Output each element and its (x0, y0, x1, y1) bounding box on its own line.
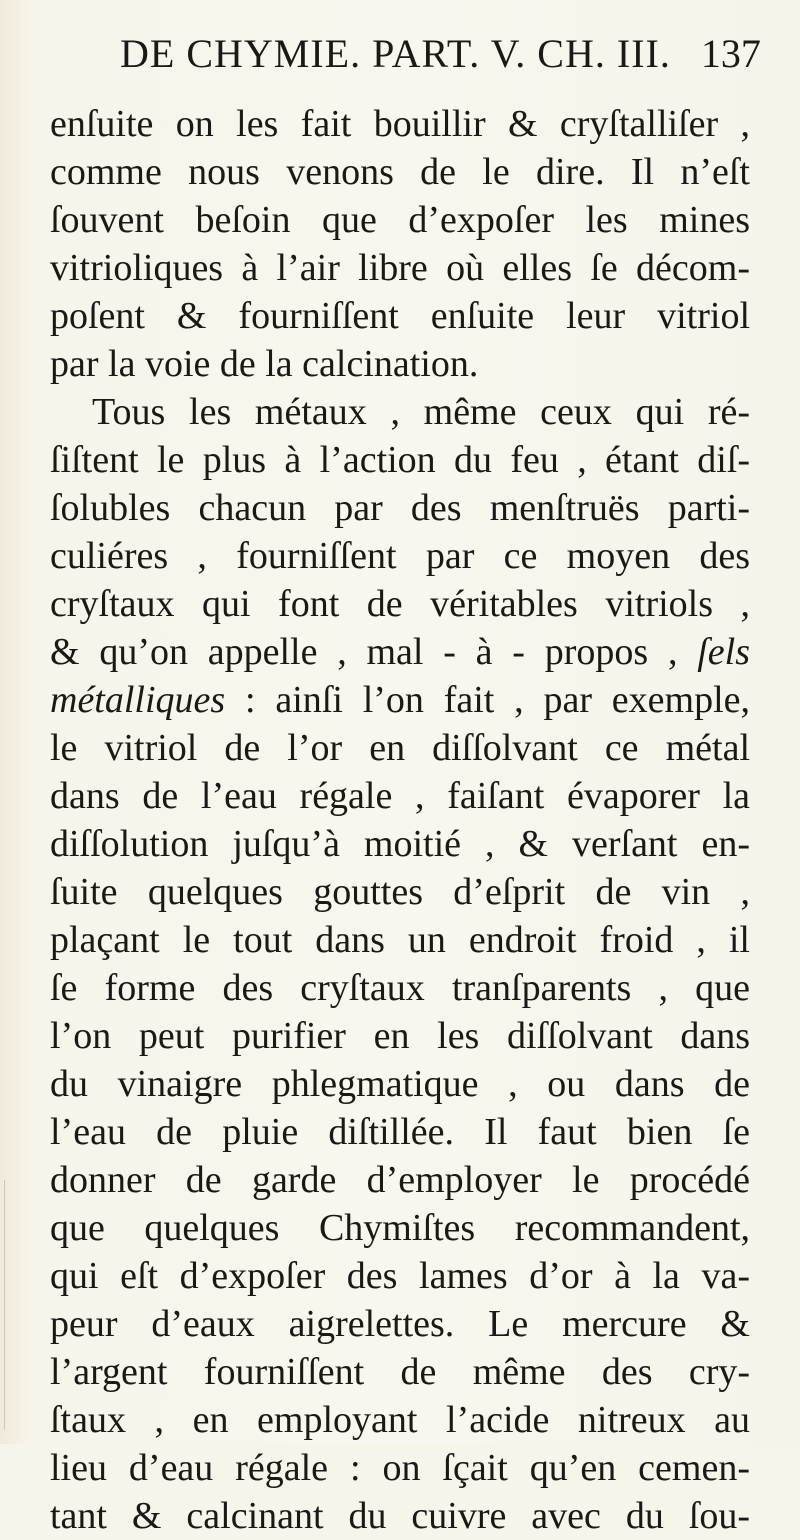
text-line-12 (50, 628, 750, 676)
text-line-15: dans de l’eau régale , faiſant évaporer la (50, 775, 750, 817)
running-head: DE CHYMIE. PART. V. CH. III. (120, 31, 671, 76)
text-line-12-roman: & qu’on appelle , mal - à - propos , (50, 631, 678, 673)
text-line-10: culiéres , fourniſſent par ce moyen des (50, 535, 750, 577)
text-line-14: le vitriol de l’or en diſſolvant ce métal (50, 727, 750, 769)
text-line-9: ſolubles chacun par des menſtruës parti- (50, 487, 750, 529)
text-line-13-roman: : ainſi l’on fait , par exemple, (225, 679, 750, 721)
page-header (120, 30, 760, 90)
text-line-5: poſent & fourniſſent enſuite leur vitriol (50, 295, 750, 337)
text-line-22: l’eau de pluie diſtillée. Il faut bien ſe (50, 1111, 750, 1153)
text-line-24: que quelques Chymiſtes recommandent, (50, 1207, 750, 1249)
text-line-7: Tous les métaux , même ceux qui ré- (92, 391, 750, 433)
text-line-17: ſuite quelques gouttes d’eſprit de vin , (50, 871, 750, 913)
text-line-16: diſſolution juſqu’à moitié , & verſant en- (50, 823, 750, 865)
text-line-23: donner de garde d’employer le procédé (50, 1159, 750, 1201)
text-line-12-italic: ſels (697, 631, 750, 673)
text-line-13-italic: métalliques (50, 679, 226, 721)
page-number: 137 (700, 31, 761, 76)
text-line-2: comme nous venons de le dire. Il n’eſt (50, 151, 750, 193)
body-text (50, 100, 750, 1540)
text-line-29: lieu d’eau régale : on ſçait qu’en cemen- (50, 1447, 750, 1489)
text-line-25: qui eſt d’expoſer des lames d’or à la va- (50, 1255, 750, 1297)
text-line-11: cryſtaux qui font de véritables vitriols , (50, 583, 750, 625)
text-line-8: ſiſtent le plus à l’action du feu , étant diſ- (50, 439, 750, 481)
text-line-20: l’on peut purifier en les diſſolvant dans (50, 1015, 750, 1057)
text-line-21: du vinaigre phlegmatique , ou dans de (50, 1063, 750, 1105)
text-line-19: ſe forme des cryſtaux tranſparents , que (50, 967, 750, 1009)
text-line-1: enſuite on les fait bouillir & cryſtalliſer , (50, 103, 750, 145)
text-line-30: tant & calcinant du cuivre avec du ſou- (50, 1495, 750, 1537)
text-line-4: vitrioliques à l’air libre où elles ſe décom- (50, 247, 750, 289)
text-line-3: ſouvent beſoin que d’expoſer les mines (50, 199, 750, 241)
text-line-28: ſtaux , en employant l’acide nitreux au (50, 1399, 750, 1441)
text-line-27: l’argent fourniſſent de même des cry- (50, 1351, 750, 1393)
text-line-18: plaçant le tout dans un endroit froid , il (50, 919, 750, 961)
text-line-6: par la voie de la calcination. (50, 343, 479, 385)
text-line-26: peur d’eaux aigrelettes. Le mercure & (50, 1303, 750, 1345)
text-line-13 (50, 676, 750, 724)
gutter-shadow-line (4, 1180, 5, 1430)
